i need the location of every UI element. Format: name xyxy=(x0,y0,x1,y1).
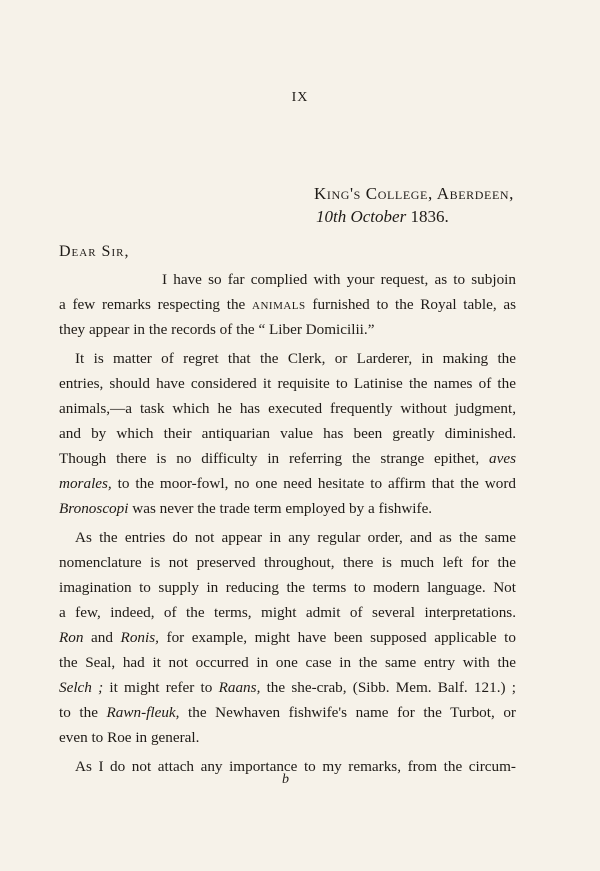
text-line xyxy=(59,449,516,469)
text-run: to the moor-fowl, no one need hesitate to affirm that the word xyxy=(111,475,516,492)
text-line xyxy=(59,703,516,723)
italic-term: Ron xyxy=(59,629,84,646)
italic-term: Rawn-fleuk, xyxy=(106,704,180,721)
letter-date xyxy=(316,207,449,227)
text-run: entries, should have considered it requisite to Latinise the names of the xyxy=(59,375,516,392)
salutation: Dear Sir, xyxy=(59,243,130,260)
small-caps-term: animals xyxy=(252,296,306,313)
text-run: they appear in the records of the “ Liber Domicilii.” xyxy=(59,321,375,338)
italic-term: Raans, xyxy=(218,679,261,696)
signature-mark: b xyxy=(282,772,289,787)
text-line xyxy=(75,757,516,777)
text-line xyxy=(75,349,516,369)
text-line xyxy=(59,499,516,519)
text-line xyxy=(59,578,516,598)
italic-term: morales, xyxy=(59,475,112,492)
text-run: imagination to supply in reducing the terms to modern language. Not xyxy=(59,579,516,596)
text-line xyxy=(59,553,516,573)
text-line xyxy=(162,270,516,290)
text-run: it might refer to xyxy=(103,679,219,696)
text-run: It is matter of regret that the Clerk, or Larderer, in making the xyxy=(75,350,516,367)
text-run: animals,—a task which he has executed frequently without judgment, xyxy=(59,400,516,417)
text-line xyxy=(59,424,516,444)
text-line xyxy=(59,628,516,648)
text-line xyxy=(59,728,516,748)
text-run: Though there is no difficulty in referring the strange epithet, xyxy=(59,450,489,467)
page-number: IX xyxy=(291,90,309,105)
text-run: was never the trade term employed by a fishwife. xyxy=(128,500,433,517)
text-run: for example, might have been supposed applicable to xyxy=(158,629,516,646)
text-run: and xyxy=(83,629,121,646)
text-run: a few remarks respecting the xyxy=(59,296,253,313)
date-year: 1836. xyxy=(410,207,449,226)
text-run: furnished to the Royal table, as xyxy=(305,296,516,313)
text-run: As I do not attach any importance to my remarks, from the circum- xyxy=(75,758,516,775)
italic-term: Ronis, xyxy=(120,629,159,646)
text-line xyxy=(59,678,516,698)
text-run: the Newhaven fishwife's name for the Turbot, or xyxy=(179,704,516,721)
text-run: even to Roe in general. xyxy=(59,729,200,746)
text-run: the Seal, had it not occurred in one case in the same entry with the xyxy=(59,654,516,671)
text-line xyxy=(59,374,516,394)
text-run: I have so far complied with your request, as to subjoin xyxy=(162,271,516,288)
text-run: and by which their antiquarian value has been greatly diminished. xyxy=(59,425,516,442)
italic-term: Selch ; xyxy=(59,679,104,696)
letter-heading: King's College, Aberdeen, xyxy=(313,184,514,203)
date-day: 10th xyxy=(316,207,347,226)
text-line xyxy=(75,528,516,548)
text-line xyxy=(59,320,516,340)
text-run: nomenclature is not preserved throughout, there is much left for the xyxy=(59,554,516,571)
italic-term: aves xyxy=(489,450,516,467)
italic-term: Bronoscopi xyxy=(59,500,129,517)
text-run: As the entries do not appear in any regular order, and as the same xyxy=(75,529,516,546)
text-run: to the xyxy=(59,704,107,721)
text-line xyxy=(59,295,516,315)
date-month: October xyxy=(350,207,407,226)
text-line xyxy=(59,474,516,494)
text-line xyxy=(59,603,516,623)
text-run: a few, indeed, of the terms, might admit of several interpretations. xyxy=(59,604,516,621)
text-run: the she-crab, (Sibb. Mem. Balf. 121.) ; xyxy=(260,679,516,696)
text-line xyxy=(59,399,516,419)
text-line xyxy=(59,653,516,673)
